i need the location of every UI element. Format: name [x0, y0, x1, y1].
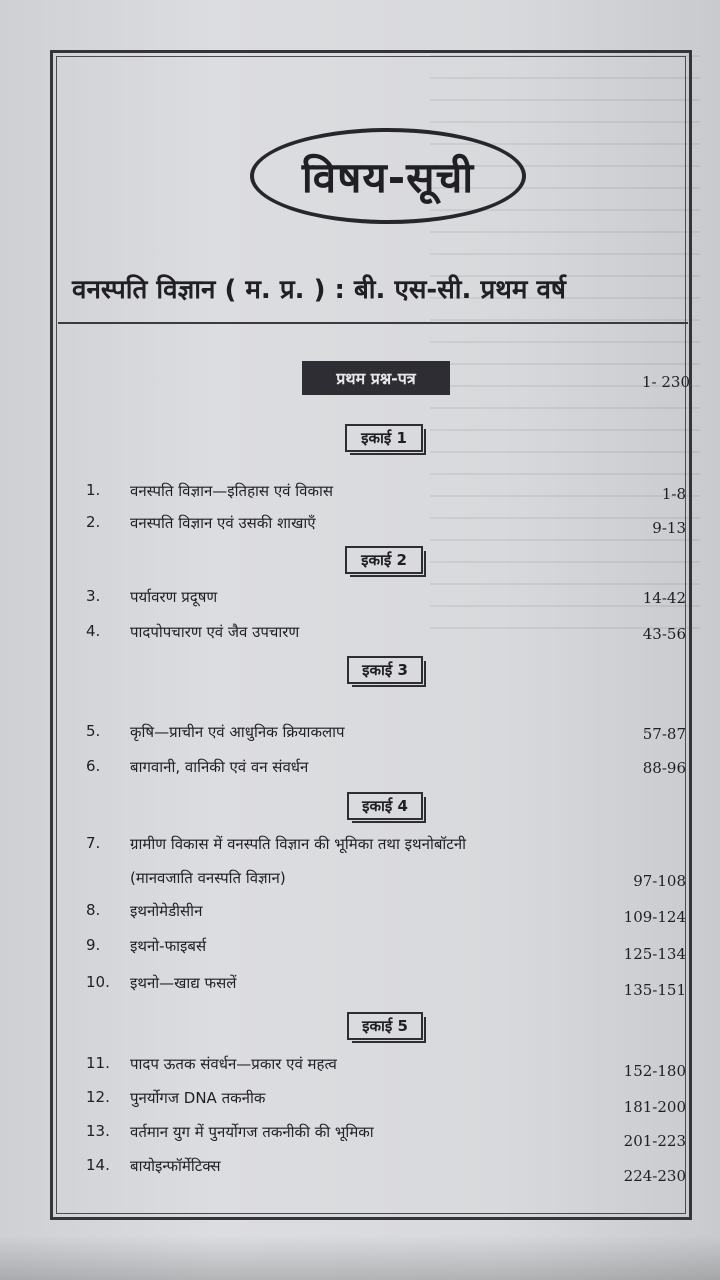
page-shadow — [0, 1235, 720, 1280]
entry-pages: 9-13 — [652, 519, 686, 537]
entry-title: पर्यावरण प्रदूषण — [130, 588, 218, 606]
entry-pages: 125-134 — [623, 945, 686, 963]
entry-title: वनस्पति विज्ञान एवं उसकी शाखाएँ — [130, 514, 316, 532]
unit-2-label: इकाई 2 — [345, 546, 423, 574]
entry-number: 13. — [86, 1122, 110, 1140]
entry-number: 2. — [86, 513, 101, 531]
entry-pages: 14-42 — [642, 589, 686, 607]
entry-pages: 43-56 — [642, 625, 686, 643]
subject-title: वनस्पति विज्ञान ( म. प्र. ) : बी. एस-सी. प्रथम वर्ष — [72, 275, 566, 305]
entry-number: 5. — [86, 722, 101, 740]
entry-number: 11. — [86, 1054, 110, 1072]
entry-title: पुनर्योगज DNA तकनीक — [130, 1089, 266, 1107]
entry-title: बायोइन्फॉर्मेटिक्स — [130, 1157, 221, 1175]
entry-number: 12. — [86, 1088, 110, 1106]
entry-number: 7. — [86, 834, 101, 852]
page-title: विषय-सूची — [301, 152, 475, 202]
entry-pages: 109-124 — [623, 908, 686, 926]
entry-pages: 181-200 — [623, 1098, 686, 1116]
unit-4-label: इकाई 4 — [347, 792, 423, 820]
entry-number: 4. — [86, 622, 101, 640]
entry-pages: 152-180 — [623, 1062, 686, 1080]
entry-title: बागवानी, वानिकी एवं वन संवर्धन — [130, 758, 309, 776]
unit-5-label: इकाई 5 — [347, 1012, 423, 1040]
entry-title: कृषि—प्राचीन एवं आधुनिक क्रियाकलाप — [130, 723, 345, 741]
paper-page-range: 1- 230 — [641, 373, 690, 391]
entry-title: इथनो—खाद्य फसलें — [130, 974, 237, 992]
divider — [58, 322, 688, 324]
entry-title: पादपोपचारण एवं जैव उपचारण — [130, 623, 300, 641]
entry-pages: 224-230 — [623, 1167, 686, 1185]
entry-title: वनस्पति विज्ञान—इतिहास एवं विकास — [130, 482, 334, 500]
entry-pages: 201-223 — [623, 1132, 686, 1150]
entry-number: 6. — [86, 757, 101, 775]
entry-number: 3. — [86, 587, 101, 605]
entry-pages: 97-108 — [633, 872, 686, 890]
toc-entry — [86, 834, 692, 894]
entry-number: 8. — [86, 901, 101, 919]
entry-pages: 88-96 — [642, 759, 686, 777]
entry-title: इथनो-फाइबर्स — [130, 937, 207, 955]
entry-title: इथनोमेडीसीन — [130, 902, 203, 920]
entry-title: वर्तमान युग में पुनर्योगज तकनीकी की भूमिका — [130, 1123, 374, 1141]
entry-number: 9. — [86, 936, 101, 954]
entry-title: ग्रामीण विकास में वनस्पति विज्ञान की भूमिका तथा इथनोबॉटनी — [130, 835, 467, 853]
heading-oval — [250, 128, 526, 224]
paper-label: प्रथम प्रश्न-पत्र — [302, 361, 450, 395]
unit-1-label: इकाई 1 — [345, 424, 423, 452]
entry-title: पादप ऊतक संवर्धन—प्रकार एवं महत्व — [130, 1055, 337, 1073]
entry-number: 14. — [86, 1156, 110, 1174]
unit-3-label: इकाई 3 — [347, 656, 423, 684]
entry-pages: 57-87 — [642, 725, 686, 743]
entry-number: 1. — [86, 481, 101, 499]
entry-number: 10. — [86, 973, 110, 991]
entry-pages: 135-151 — [623, 981, 686, 999]
entry-title-continued: (मानवजाति वनस्पति विज्ञान) — [130, 869, 286, 887]
entry-pages: 1-8 — [661, 485, 686, 503]
